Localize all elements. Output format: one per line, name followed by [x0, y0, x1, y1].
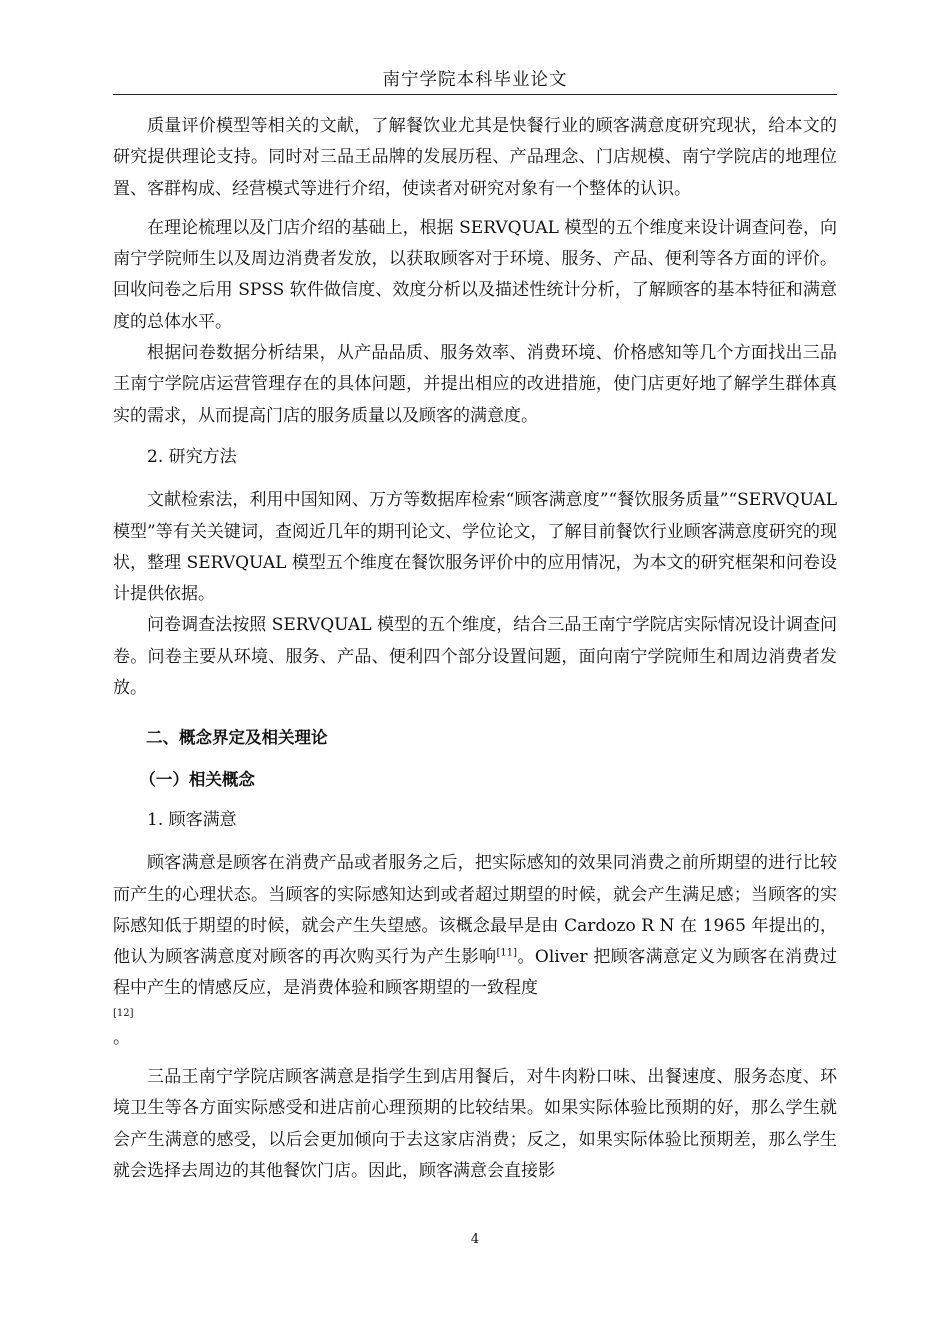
paragraph-text: 。	[113, 1027, 130, 1048]
paragraph-literature-method: 文献检索法，利用中国知网、万方等数据库检索“顾客满意度”“餐饮服务质量”“SERVQUAL 模型”等有关关键词，查阅近几年的期刊论文、学位论文，了解目前餐饮行业顾客满意度研究的现状，整理 SERVQUAL 模型五个维度在餐饮服务评价中的应用情况，为本文的研究框架和问卷设计提供依据。	[113, 490, 837, 605]
body-text	[113, 111, 837, 1187]
header-divider	[113, 94, 837, 95]
paragraph-text: 顾客满意是顾客在消费产品或者服务之后，把实际感知的效果同消费之前所期望的进行比较而产生的心理状态。当顾客的实际感知达到或者超过期望的时候，就会产生满足感；当顾客的实际感知低于期望的时候，就会产生失望感。该概念最早是由 Cardozo R N 在 1965 年提出的，他认为顾客满意度对顾客的再次购买行为产生影响	[113, 853, 838, 968]
paragraph-text: 。Oliver 把顾客满意定义为顾客在消费过程中产生的情感反应，是消费体验和顾客期望的一致程度	[113, 947, 837, 999]
page-number: 4	[470, 1232, 480, 1247]
section-heading-concepts: 二、概念界定及相关理论	[146, 728, 328, 748]
subheading-customer-satisfaction: 1. 顾客满意	[147, 809, 237, 830]
paragraph-research-content-2: 在理论梳理以及门店介绍的基础上，根据 SERVQUAL 模型的五个维度来设计调查问卷，向南宁学院师生以及周边消费者发放，以获取顾客对于环境、服务、产品、便利等各方面的评价。回收问卷之后用 SPSS 软件做信度、效度分析以及描述性统计分析，了解顾客的基本特征和满意度的总体水平。	[113, 217, 837, 332]
paragraph-research-content-3: 根据问卷数据分析结果，从产品品质、服务效率、消费环境、价格感知等几个方面找出三品王南宁学院店运营管理存在的具体问题，并提出相应的改进措施，使门店更好地了解学生群体真实的需求，从而提高门店的服务质量以及顾客的满意度。	[113, 343, 837, 426]
paragraph-survey-method: 问卷调查法按照 SERVQUAL 模型的五个维度，结合三品王南宁学院店实际情况设计调查问卷。问卷主要从环境、服务、产品、便利四个部分设置问题，面向南宁学院师生和周边消费者发放。	[113, 615, 837, 699]
subsection-heading-related-concepts: （一）相关概念	[139, 769, 255, 789]
citation-marker: [11]	[496, 947, 518, 959]
subheading-research-methods: 2. 研究方法	[147, 446, 237, 467]
paragraph-research-content-1: 质量评价模型等相关的文献，了解餐饮业尤其是快餐行业的顾客满意度研究现状，给本文的研究提供理论支持。同时对三品王品牌的发展历程、产品理念、门店规模、南宁学院店的地理位置、客群构成、经营模式等进行介绍，使读者对研究对象有一个整体的认识。	[113, 116, 837, 199]
paragraph-satisfaction-definition	[113, 848, 837, 1054]
paragraph-store-satisfaction: 三品王南宁学院店顾客满意是指学生到店用餐后，对牛肉粉口味、出餐速度、服务态度、环境卫生等各方面实际感受和进店前心理预期的比较结果。如果实际体验比预期的好，那么学生就会产生满意的感受，以后会更加倾向于去这家店消费；反之，如果实际体验比预期差，那么学生就会选择去周边的其他餐饮门店。因此，顾客满意会直接影	[113, 1067, 837, 1181]
citation-marker: [12]	[113, 1007, 134, 1019]
running-header: 南宁学院本科毕业论文	[382, 70, 568, 90]
